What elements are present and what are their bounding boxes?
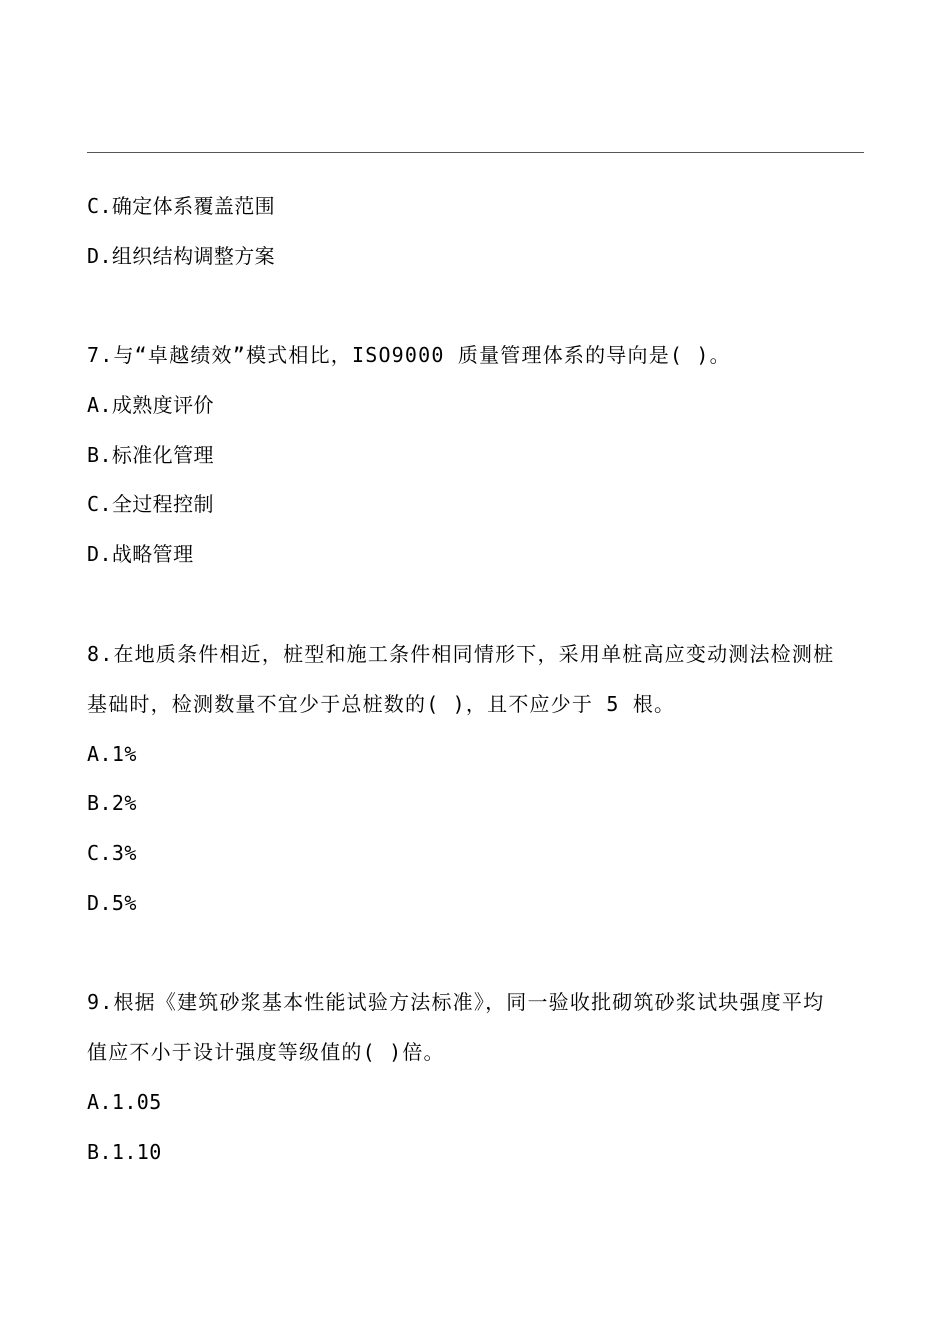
question-7-option-a: A.成熟度评价 [87, 393, 214, 417]
question-9-text-line2: 值应不小于设计强度等级值的( )倍。 [87, 1040, 445, 1064]
question-7-text: 7.与“卓越绩效”模式相比，ISO9000 质量管理体系的导向是( )。 [87, 343, 731, 367]
question-8-option-b: B.2% [87, 791, 137, 815]
option-d-prev: D.组织结构调整方案 [87, 244, 276, 268]
question-7-option-b: B.标准化管理 [87, 443, 214, 467]
question-9-text-line1: 9.根据《建筑砂浆基本性能试验方法标准》，同一验收批砌筑砂浆试块强度平均 [87, 990, 825, 1014]
question-8-text-line2: 基础时，检测数量不宜少于总桩数的( )，且不应少于 5 根。 [87, 692, 676, 716]
question-8-option-d: D.5% [87, 891, 137, 915]
question-8-option-c: C.3% [87, 841, 137, 865]
question-9-option-a: A.1.05 [87, 1090, 162, 1114]
question-8-option-a: A.1% [87, 742, 137, 766]
question-9-option-b: B.1.10 [87, 1140, 162, 1164]
question-7-option-d: D.战略管理 [87, 542, 194, 566]
option-c-prev: C.确定体系覆盖范围 [87, 194, 276, 218]
question-8-text-line1: 8.在地质条件相近，桩型和施工条件相同情形下，采用单桩高应变动测法检测桩 [87, 642, 835, 666]
header-divider [87, 152, 864, 153]
question-7-option-c: C.全过程控制 [87, 492, 214, 516]
